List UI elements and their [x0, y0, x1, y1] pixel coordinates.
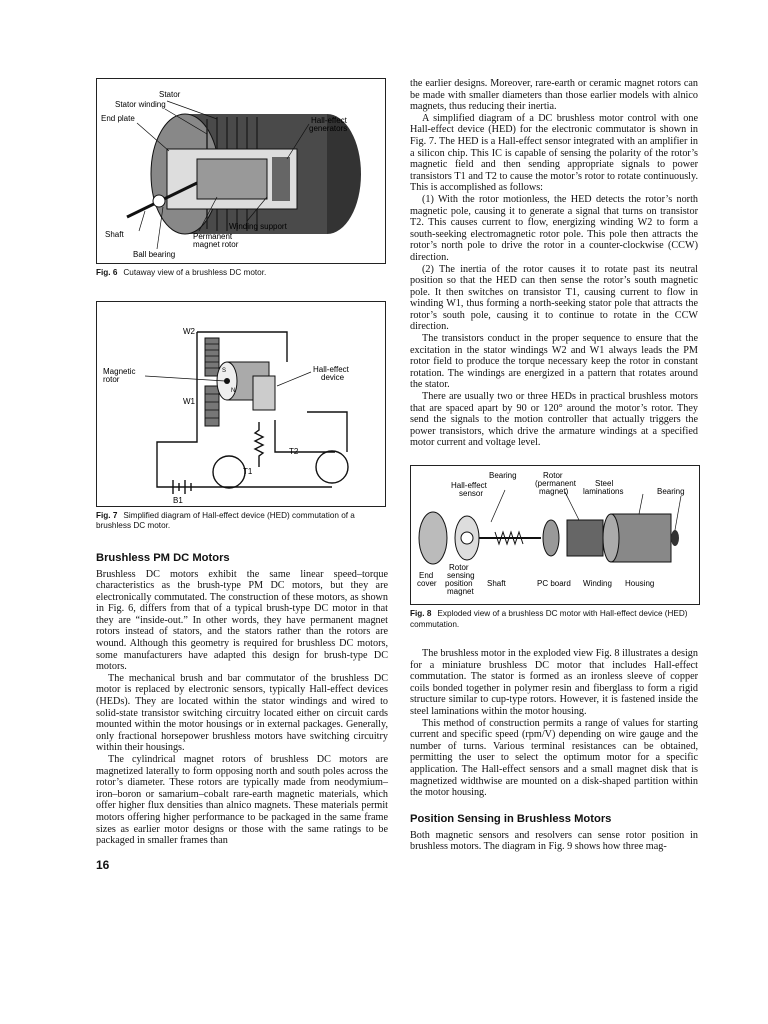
page-number: 16	[96, 858, 110, 872]
paragraph: The transistors conduct in the proper sequence to ensure that the excitation in the stator windings W2 and W1 always leads the PM rotor field to produce the torque necessary keep the rotor in constant rotation. The windings are energized in a pattern that rotates around the stator.	[410, 333, 698, 391]
section-heading-brushless-pm: Brushless PM DC Motors	[96, 551, 230, 564]
figure-7-number: Fig. 7	[96, 510, 118, 520]
label-shaft: Shaft	[105, 230, 124, 239]
label-hall-sensor-1: Hall-effect	[451, 481, 487, 490]
label-shaft-8: Shaft	[487, 579, 506, 588]
label-hall-sensor-2: sensor	[459, 489, 484, 498]
label-t2: T2	[289, 446, 299, 456]
section-heading-position-sensing: Position Sensing in Brushless Motors	[410, 812, 612, 825]
label-winding-support: Winding support	[229, 222, 287, 231]
paragraph: (1) With the rotor motionless, the HED detects the rotor’s north magnetic pole, causing it to generate a signal that turns on transistor T2. This causes current to flow, energizing winding W2 to form a south-seeking electromagnetic rotor pole. This pole then attracts the rotor’s north pole to drive the rotor in a counter-clockwise (CCW) direction.	[410, 193, 698, 263]
figure-8-number: Fig. 8	[410, 609, 432, 618]
left-column	[96, 78, 388, 847]
label-t1: T1	[243, 466, 253, 476]
hed-commutation-diagram	[97, 302, 385, 506]
figure-8-caption: Fig. 8 Exploded view of a brushless DC motor with Hall-effect device (HED) commutation.	[410, 609, 688, 629]
label-end-plate: End plate	[101, 114, 135, 123]
left-body-text	[96, 552, 388, 847]
paragraph: The cylindrical magnet rotors of brushless DC motors are magnetized laterally to form opposing north and south poles across the rotor’s diameter. These rotors are typically made from neodymium–iron–boron or samarium–cobalt rare-earth magnetic materials, which offer higher flux densities than alnico magnets. These materials permit motors offering higher performance to be packaged in the same frame sizes as earlier motor designs or those with the same ratings to be packaged in smaller frames than	[96, 754, 388, 847]
right-body-text-bottom	[410, 648, 698, 853]
label-rotor-3: magnet)	[539, 487, 569, 496]
label-bearing-top: Bearing	[489, 471, 517, 480]
figure-7	[96, 301, 386, 507]
label-ball-bearing: Ball bearing	[133, 250, 176, 259]
label-end-cover-2: cover	[417, 579, 437, 588]
paragraph: the earlier designs. Moreover, rare-earth or ceramic magnet rotors can be made with smaller diameters than those earlier models with alnico magnets, thus reducing their inertia.	[410, 78, 698, 113]
label-stator-winding: Stator winding	[115, 100, 166, 109]
label-rotor-2: (permanent	[535, 479, 576, 488]
label-winding: Winding	[583, 579, 612, 588]
paragraph: Brushless DC motors exhibit the same linear speed–torque characteristics as the brush-type PM DC motors, but they are electronically commutated. The construction of these motors, as shown in Fig. 6, differs from that of a typical brush-type DC motor in that they are “inside-out.” In other words, they have permanent magnet rotors instead of stators, and the stators rather than the rotors are wound. Although this geometry is required for brushless DC motors, some manufacturers have adapted this design for brush-type DC motors.	[96, 568, 388, 673]
label-rsm-3: position	[445, 579, 473, 588]
label-magnetic-rotor-1: Magnetic	[103, 366, 136, 376]
motor-exploded-illustration	[411, 466, 699, 604]
paragraph: A simplified diagram of a DC brushless motor control with one Hall-effect device (HED) for the electronic commutator is shown in Fig. 7. The HED is a Hall-effect sensor integrated with an amplifier in a silicon chip. This IC is capable of sensing the polarity of the rotor’s magnetic field and then sending appropriate signals to power transistors T1 and T2 to cause the motor’s rotor to rotate continuously. This is accomplished as follows:	[410, 112, 698, 194]
figure-8	[410, 465, 700, 605]
figure-6	[96, 78, 386, 264]
label-rotor-1: Rotor	[543, 471, 563, 480]
label-end-cover-1: End	[419, 571, 434, 580]
paragraph: Both magnetic sensors and resolvers can sense rotor position in brushless motors. The diagram in Fig. 9 shows how three mag-	[410, 829, 698, 853]
motor-cutaway-illustration	[97, 79, 385, 263]
paragraph: The mechanical brush and bar commutator of the brushless DC motor is replaced by electronic sensors, typically Hall-effect devices (HEDs). They are located within the stator windings and wired to solid-state transistor switching circuitry located either on circuit cards mounted within the motor housings or in external packages. Generally, only fractional horsepower brushless motors have switching circuitry within their housings.	[96, 672, 388, 754]
label-housing: Housing	[625, 579, 655, 588]
right-column	[410, 78, 698, 853]
label-w1: W1	[183, 396, 195, 406]
paragraph: The brushless motor in the exploded view Fig. 8 illustrates a design for a miniature brushless DC motor that includes Hall-effect commutation. The stator is formed as an ironless sleeve of copper coils bonded together in polymer resin and fiberglass to form a rigid structure similar to cup-type rotors. However, it is fastened inside the steel laminations within the motor housing.	[410, 648, 698, 717]
paragraph: (2) The inertia of the rotor causes it to rotate past its neutral position so that the HED can then sense the rotor’s south magnetic pole. It then switches on transistor T1, causing current to flow in winding W1, thus forming a north-seeking stator pole that attracts the rotor’s south pole, causing it to continue to rotate in the CCW direction.	[410, 263, 698, 333]
figure-7-caption: Fig. 7 Simplified diagram of Hall-effect device (HED) commutation of a brushless DC motor.	[96, 510, 355, 530]
label-s: S	[222, 367, 227, 374]
label-pcboard: PC board	[537, 579, 571, 588]
figure-6-number: Fig. 6	[96, 268, 118, 277]
paragraph: This method of construction permits a range of values for starting current and specific speed (rpm/V) depending on wire gauge and the number of turns. Various terminal resistances can be obtained, permitting the user to select the optimum motor for a specific application. The Hall-effect sensors and a small magnet disk that is magnetized widthwise are mounted on a disk-shaped partition within the motor housing.	[410, 717, 698, 799]
right-body-text-top	[410, 78, 698, 449]
label-stator: Stator	[159, 90, 181, 99]
label-pm-rotor-2: magnet rotor	[193, 240, 239, 249]
paragraph: There are usually two or three HEDs in practical brushless motors that are spaced apart by 90 or 120° around the motor’s rotor. They send the signals to the motion controller that actually triggers the power transistors, which drive the armature windings at a specified motor current and voltage level.	[410, 391, 698, 449]
label-rsm-2: sensing	[447, 571, 475, 580]
label-hall-device-1: Hall-effect	[313, 364, 349, 374]
label-pm-rotor-1: Permanent	[193, 232, 233, 241]
label-hall-generators-1: Hall-effect	[311, 116, 347, 125]
label-magnetic-rotor-2: rotor	[103, 374, 120, 384]
label-b1: B1	[173, 495, 183, 505]
label-steel-2: laminations	[583, 487, 624, 496]
label-steel-1: Steel	[595, 479, 614, 488]
label-w2: W2	[183, 326, 195, 336]
label-hall-generators-2: generators	[309, 124, 348, 133]
label-rsm-1: Rotor	[449, 563, 469, 572]
label-bearing-right: Bearing	[657, 487, 685, 496]
label-hall-device-2: device	[321, 372, 345, 382]
label-n: N	[231, 387, 236, 394]
label-rsm-4: magnet	[447, 587, 474, 596]
figure-6-caption: Fig. 6 Cutaway view of a brushless DC motor.	[96, 268, 267, 277]
